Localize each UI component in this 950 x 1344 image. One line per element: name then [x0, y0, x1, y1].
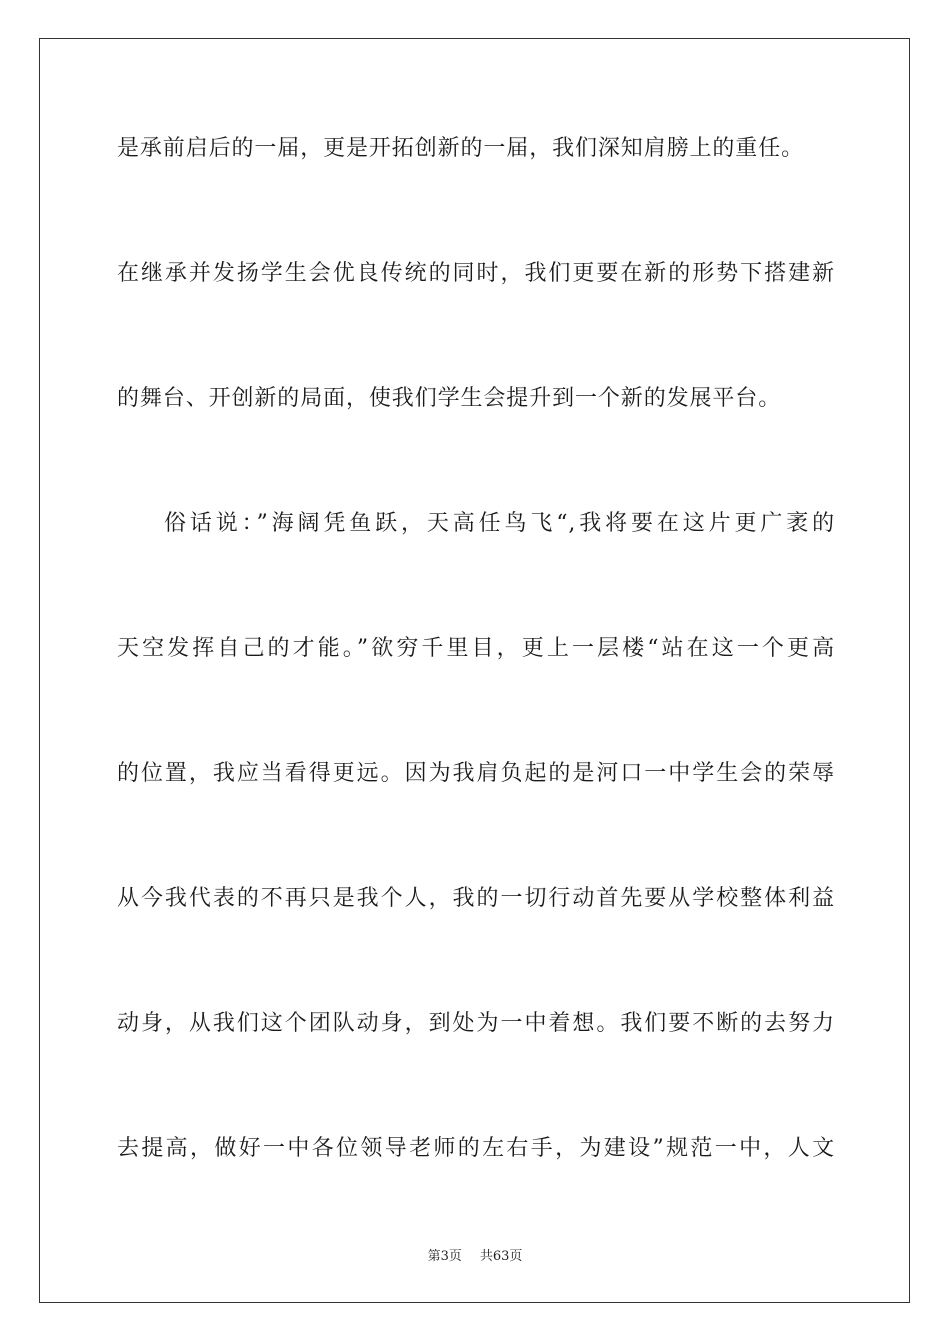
body-line-5: 天空发挥自己的才能。”欲穷千里目，更上一层楼“站在这一个更高	[117, 636, 835, 661]
body-line-4: 俗话说：”海阔凭鱼跃，天高任鸟飞“,我将要在这片更广袤的	[164, 511, 835, 536]
page-footer	[0, 1248, 950, 1266]
body-line-6: 的位置，我应当看得更远。因为我肩负起的是河口一中学生会的荣辱	[117, 761, 835, 786]
body-line-1: 是承前启后的一届，更是开拓创新的一届，我们深知肩膀上的重任。	[117, 136, 805, 161]
body-line-8: 动身，从我们这个团队动身，到处为一中着想。我们要不断的去努力	[117, 1011, 835, 1036]
body-line-7: 从今我代表的不再只是我个人，我的一切行动首先要从学校整体利益	[117, 886, 835, 911]
body-line-9: 去提高，做好一中各位领导老师的左右手，为建设”规范一中，人文	[117, 1136, 835, 1161]
body-line-3: 的舞台、开创新的局面，使我们学生会提升到一个新的发展平台。	[117, 386, 782, 411]
body-line-2: 在继承并发扬学生会优良传统的同时，我们更要在新的形势下搭建新	[117, 261, 835, 286]
page-total: 共63页	[479, 1249, 523, 1264]
page-border	[39, 38, 910, 1303]
page-number: 第3页	[427, 1249, 462, 1264]
